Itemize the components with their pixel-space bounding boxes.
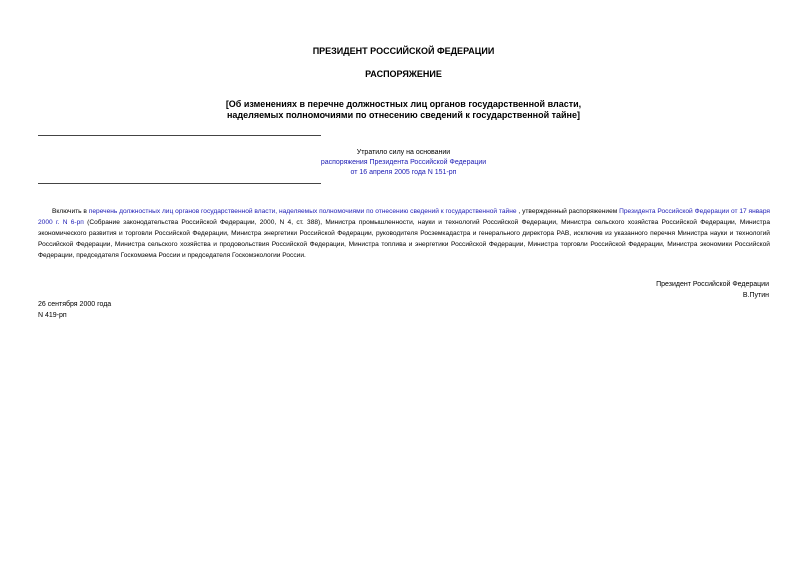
signatory-name: В.Путин [742, 292, 769, 299]
document-title-line-2: наделяемых полномочиями по отнесению сведений к государственной тайне] [226, 110, 580, 120]
signatory-position: Президент Российской Федерации [656, 281, 769, 288]
lost-force-note [0, 148, 807, 178]
divider-bottom [38, 183, 321, 184]
paragraph-text-1: Включить в [52, 208, 89, 215]
divider-top [38, 135, 321, 136]
document-date-number [38, 299, 111, 321]
signature-block [656, 279, 769, 301]
document-number: N 419-рп [38, 312, 67, 319]
issuer-heading: ПРЕЗИДЕНТ РОССИЙСКОЙ ФЕДЕРАЦИИ [312, 46, 495, 56]
paragraph-text-3: (Собрание законодательства Российской Федерации, 2000, N 4, ст. 388), Министра промышленности, науки и технологий Российской Федерации, Министра сельского хозяйства Российской Федерации, Министра экономического развития и торговли Российской Федерации, Министра энергетики Российской Федерации, руководителя Росземкадастра и генерального директора РАВ, исключив из указанного перечня Министра науки и технологий Российской Федерации, Министра сельского хозяйства и продовольствия Российской Федерации, Министра топлива и энергетики Российской Федерации, Министра торговли Российской Федерации, Министра экономики Российской Федерации, председателя Госкомзема России и председателя Госкомэкологии России. [38, 219, 770, 259]
document-date: 26 сентября 2000 года [38, 301, 112, 308]
document-title [0, 99, 807, 121]
document-title-line-1: [Об изменениях в перечне должностных лиц органов государственной власти, [225, 99, 582, 109]
presidential-order-link[interactable]: Президента Российской Федерации от 17 января 2000 г. N 6-рп [38, 208, 771, 226]
lost-force-text: Утратило силу на основании [356, 149, 451, 156]
lost-force-link-line-1[interactable]: распоряжения Президента Российской Федерации [320, 159, 487, 166]
order-paragraph [38, 206, 770, 261]
lost-force-link-line-2[interactable]: от 16 апреля 2005 года N 151-рп [350, 169, 457, 176]
paragraph-text-2: , утвержденный распоряжением [516, 208, 620, 215]
document-type-heading: РАСПОРЯЖЕНИЕ [365, 69, 442, 79]
officials-list-link[interactable]: перечень должностных лиц органов государственной власти, наделяемых полномочиями по отнесению сведений к государственной тайне [88, 208, 517, 215]
